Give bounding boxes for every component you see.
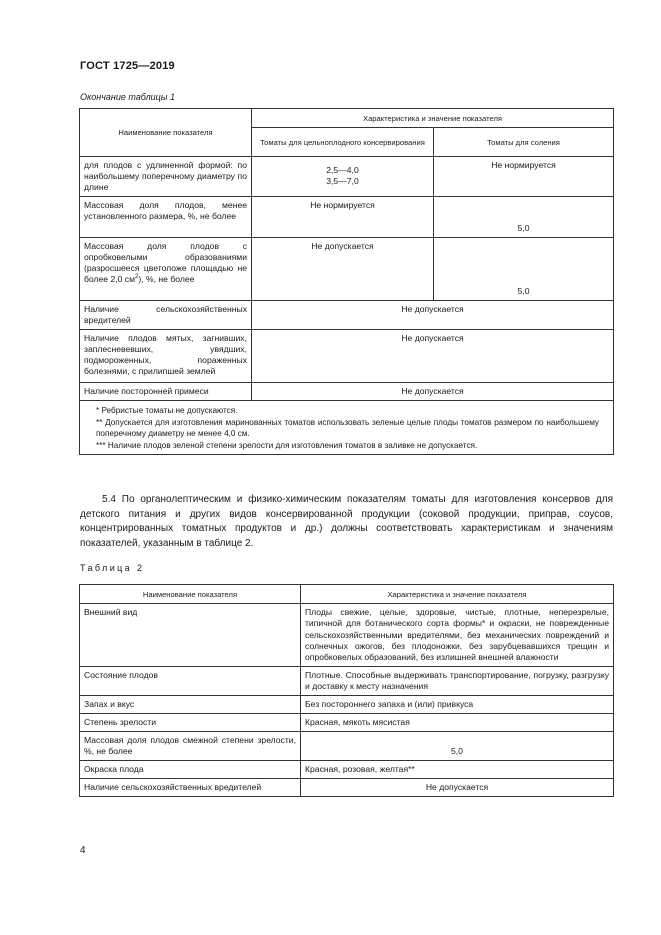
- column-header-name: Наименование показателя: [80, 585, 301, 604]
- table-row: [80, 779, 614, 797]
- row-name: Степень зрелости: [80, 714, 301, 732]
- column-header-salt: Томаты для соления: [434, 128, 614, 157]
- row-value-merged: Не допускается: [252, 383, 614, 401]
- row-name: Массовая доля плодов, менее установленного размера, %, не более: [80, 197, 252, 238]
- table-row: [80, 761, 614, 779]
- table-notes: [80, 401, 614, 455]
- value-line: 2,5—4,0: [326, 165, 359, 175]
- table-2: [79, 584, 614, 797]
- table-row: [80, 330, 614, 383]
- row-value-salt: Не нормируется: [434, 157, 614, 197]
- table-row: [80, 732, 614, 761]
- row-name: Массовая доля плодов смежной степени зрелости, %, не более: [80, 732, 301, 761]
- row-name: Массовая доля плодов с опробковелыми образованиями (разросшееся цветоложе площадью не более 2,0 $см^2$), %, не более: [80, 238, 252, 301]
- table-row: [80, 696, 614, 714]
- document-title: ГОСТ 1725—2019: [80, 60, 175, 72]
- column-header-whole: Томаты для цельноплодного консервирования: [252, 128, 434, 157]
- row-value: 5,0: [301, 732, 614, 761]
- table-row: [80, 197, 614, 238]
- table-2-label: Таблица 2: [80, 563, 145, 573]
- table-row: [80, 301, 614, 330]
- row-name: Наличие сельскохозяйственных вредителей: [80, 779, 301, 797]
- row-name: Состояние плодов: [80, 667, 301, 696]
- table-row: [80, 383, 614, 401]
- table-header-row: [80, 585, 614, 604]
- row-name: для плодов с удлиненной формой: по наибольшему поперечному диаметру по длине: [80, 157, 252, 197]
- row-value-salt: 5,0: [434, 197, 614, 238]
- row-value-merged: Не допускается: [252, 301, 614, 330]
- row-value-whole: [252, 157, 434, 197]
- body-paragraph: 5.4 По органолептическим и физико-химическим показателям томаты для изготовления консервов для детского питания и других видов консервированной продукции (соковой продукции, приправ, соусов, концентрированных томатных продуктов и др.) должны соответствовать характеристикам и значениям показателей, указанным в таблице 2.: [80, 494, 613, 549]
- row-value-whole: Не нормируется: [252, 197, 434, 238]
- row-name: Внешний вид: [80, 604, 301, 667]
- table-note: *** Наличие плодов зеленой степени зрелости для изготовления томатов в заливке не допускается.: [96, 440, 478, 450]
- table-row: [80, 714, 614, 732]
- row-name: Запах и вкус: [80, 696, 301, 714]
- table-row: [80, 157, 614, 197]
- table-note: * Ребристые томаты не допускаются.: [96, 406, 238, 415]
- table-row: [80, 604, 614, 667]
- table-header-row: [80, 109, 614, 128]
- table-row: [80, 238, 614, 301]
- row-value-merged: Не допускается: [252, 330, 614, 383]
- row-value: Без постороннего запаха и (или) привкуса: [301, 696, 614, 714]
- table-note: ** Допускается для изготовления маринованных томатов использовать зеленые целые плоды томатов размером по наибольшему поперечному диаметру не менее 4,0 см.: [96, 417, 600, 438]
- row-value-whole: Не допускается: [252, 238, 434, 301]
- row-name: Наличие посторонней примеси: [80, 383, 252, 401]
- row-value: Плоды свежие, целые, здоровые, чистые, плотные, неперезрелые, типичной для ботанического сорта формы* и окраски, не поврежденные сельскохозяйственными вредителями, без механических повреждений и солнечных ожогов, без плодоножки, без зарубцевавшихся трещин и опробковелых образований, без излишней внешней влажности: [301, 604, 614, 667]
- column-header-group: Характеристика и значение показателя: [252, 109, 614, 128]
- row-value-salt: 5,0: [434, 238, 614, 301]
- column-header-value: Характеристика и значение показателя: [301, 585, 614, 604]
- table-notes-row: [80, 401, 614, 455]
- row-value: Красная, розовая, желтая**: [301, 761, 614, 779]
- table-row: [80, 667, 614, 696]
- table-continuation-label: Окончание таблицы 1: [80, 92, 175, 102]
- row-name: Окраска плода: [80, 761, 301, 779]
- row-name: Наличие плодов мятых, загнивших, заплесневевших, увядших, подмороженных, пораженных болезнями, с прилипшей землей: [80, 330, 252, 383]
- row-value: Не допускается: [301, 779, 614, 797]
- row-value: Плотные. Способные выдерживать транспортирование, погрузку, разгрузку и доставку к месту назначения: [301, 667, 614, 696]
- row-value: Красная, мякоть мясистая: [301, 714, 614, 732]
- value-line: 3,5—7,0: [326, 176, 359, 186]
- table-1: [79, 108, 614, 455]
- page-number: 4: [80, 845, 86, 856]
- row-name: Наличие сельскохозяйственных вредителей: [80, 301, 252, 330]
- column-header-name: Наименование показателя: [80, 109, 252, 157]
